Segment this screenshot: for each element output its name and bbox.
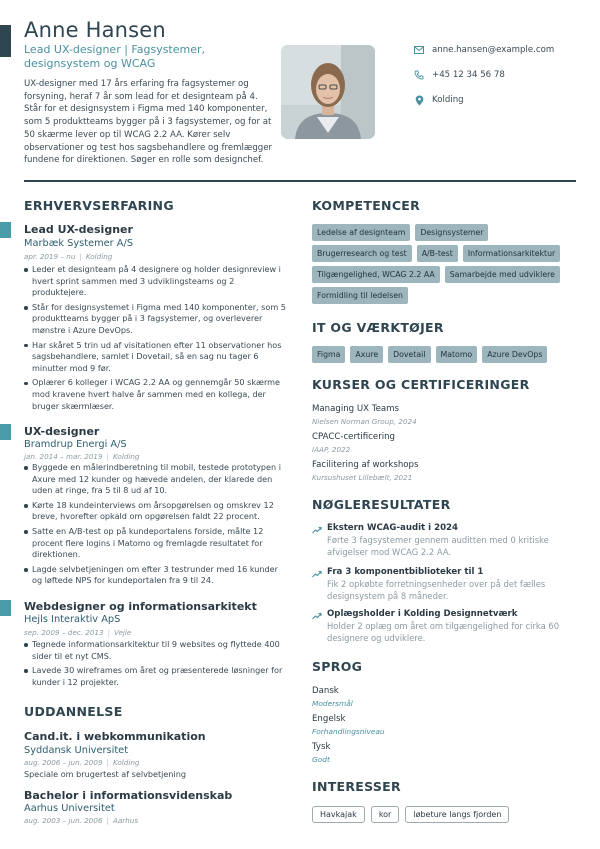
candidate-headline: Lead UX-designer | Fagsystemer, designsystem og WCAG <box>24 43 206 70</box>
job-dates: sep. 2009 – dec. 2013 <box>24 628 104 637</box>
job-bullets <box>24 639 286 691</box>
skill-tag: Informationsarkitektur <box>463 245 560 262</box>
profile-summary: UX-designer med 17 års erfaring fra fagsystemer og forsyning, heraf 7 år som lead for et designteam på 4. Står for et designsystem i Figma med 140 komponenter, som 5 produktteams bygger på i 3 fagsystemer, og for at 50 skærme lever op til WCAG 2.2 AA. Kører selv observationer og test hos sagsbehandlere og fremlægger fundene for direktionen. Søger en rolle som designchef. <box>24 79 273 166</box>
course-provider: IAAP, 2022 <box>312 445 351 454</box>
contact-location <box>414 95 464 105</box>
interest-chip: kor <box>371 806 400 823</box>
list-item: Lavede 30 wireframes om året og præsenterede løsninger for kunder i 12 projekter. <box>24 665 286 688</box>
list-item: Lagde selvbetjeningen om efter 3 testrunder med 16 kunder og løftede NPS for kundeportalen fra 9 til 24. <box>24 564 286 587</box>
degree-title: Cand.it. i webkommunikation <box>24 730 206 743</box>
contact-phone[interactable] <box>414 70 505 80</box>
language-name: Engelsk <box>312 714 346 724</box>
education-dates: aug. 2003 – jun. 2006 <box>24 816 103 825</box>
languages-heading: SPROG <box>312 659 363 674</box>
interests-heading: INTERESSER <box>312 779 401 794</box>
phone-text: +45 12 34 56 78 <box>432 70 505 80</box>
list-item: Byggede en målerindberetning til mobil, testede prototypen i Axure med 12 kunder og hævede andelen, der klarede den uden at ringe, fra 5 til 8 ud af 10. <box>24 462 286 497</box>
tools-heading: IT OG VÆRKTØJER <box>312 320 444 335</box>
degree-title: Bachelor i informationsvidenskab <box>24 789 233 802</box>
tool-tag: Azure DevOps <box>482 346 547 363</box>
job-location: Vejle <box>113 628 132 637</box>
job-bullets <box>24 462 286 590</box>
course-name: CPACC-certificering <box>312 432 396 442</box>
achievement-title: Fra 3 komponentbiblioteker til 1 <box>327 567 484 577</box>
job-meta: jan. 2014 – mar. 2019 | Kolding <box>24 452 140 461</box>
courses-heading: KURSER OG CERTIFICERINGER <box>312 377 530 392</box>
achievement-title: Oplægsholder i Kolding Designnetværk <box>327 609 518 619</box>
job-location: Kolding <box>112 452 140 461</box>
interest-chip: Havkajak <box>312 806 365 823</box>
job-bullets <box>24 264 286 415</box>
job-title: Webdesigner og informationsarkitekt <box>24 600 257 613</box>
education-dates: aug. 2006 – jun. 2009 <box>24 758 103 767</box>
tool-tag: Matomo <box>436 346 478 363</box>
achievements-heading: NØGLERESULTATER <box>312 497 451 512</box>
achievement-description: Fik 2 opkøbte forretningsenheder over på det fælles designsystem på 8 måneder. <box>327 579 546 601</box>
job-marker <box>0 424 11 440</box>
interests-list <box>312 806 509 823</box>
course-name: Facilitering af workshops <box>312 460 419 470</box>
header-divider <box>24 180 576 182</box>
job-company: Bramdrup Energi A/S <box>24 439 127 450</box>
list-item: Kørte 18 kundeinterviews om årsopgørelsen og omskrev 12 breve, hvorefter opkald om opgørelsen faldt 22 procent. <box>24 500 286 523</box>
education-location: Aarhus <box>112 816 139 825</box>
skill-tag: Formidling til ledelsen <box>312 287 408 304</box>
tools-tag-list <box>312 346 582 363</box>
education-meta: aug. 2006 – jun. 2009 | Kolding <box>24 758 140 767</box>
list-item: Har skåret 5 trin ud af visitationen efter 11 observationer hos sagsbehandlere, samlet i Dovetail, så en sag nu tager 6 minutter mod 9 før. <box>24 340 286 375</box>
tool-tag: Dovetail <box>388 346 430 363</box>
achievement-description: Holder 2 oplæg om året om tilgængelighed for cirka 60 designere og udviklere. <box>327 621 560 643</box>
skill-tag: Tilgængelighed, WCAG 2.2 AA <box>312 266 440 283</box>
profile-photo <box>281 45 375 139</box>
education-description: Speciale om brugertest af selvbetjening <box>24 769 187 779</box>
job-marker <box>0 222 11 238</box>
language-level: Godt <box>312 755 330 764</box>
job-meta: sep. 2009 – dec. 2013 | Vejle <box>24 628 132 637</box>
education-meta: aug. 2003 – jun. 2006 | Aarhus <box>24 816 139 825</box>
language-level: Modersmål <box>312 699 353 708</box>
job-dates: jan. 2014 – mar. 2019 <box>24 452 103 461</box>
list-item: Står for designsystemet i Figma med 140 komponenter, som 5 produktteams bygger på i 3 fagsystemer, og overleverer mønstre i Azure DevOps. <box>24 302 286 337</box>
education-heading: UDDANNELSE <box>24 704 123 719</box>
location-text: Kolding <box>432 95 464 105</box>
skill-tag: Ledelse af designteam <box>312 224 410 241</box>
header-accent-bar <box>0 25 11 57</box>
tool-tag: Figma <box>312 346 345 363</box>
skill-tag: Designsystemer <box>415 224 488 241</box>
job-company: Marbæk Systemer A/S <box>24 238 134 249</box>
language-name: Tysk <box>312 742 331 752</box>
map-pin-icon <box>414 95 424 105</box>
job-company: Hejls Interaktiv ApS <box>24 614 121 625</box>
skill-tag: Samarbejde med udviklere <box>445 266 560 283</box>
list-item: Leder et designteam på 4 designere og holder designreview i hvert sprint sammen med 3 udviklingsteams og 2 produktejere. <box>24 264 286 299</box>
job-location: Kolding <box>85 252 113 261</box>
achievement-title: Ekstern WCAG-audit i 2024 <box>327 523 459 533</box>
school-name: Aarhus Universitet <box>24 803 115 814</box>
skill-tag: Brugerresearch og test <box>312 245 412 262</box>
experience-heading: ERHVERVSERFARING <box>24 198 174 213</box>
language-name: Dansk <box>312 686 339 696</box>
job-dates: apr. 2019 – nu <box>24 252 76 261</box>
trend-up-icon <box>312 612 322 620</box>
portrait-image <box>281 45 375 139</box>
school-name: Syddansk Universitet <box>24 745 129 756</box>
course-provider: Kursushuset Lillebælt, 2021 <box>312 473 413 482</box>
list-item: Oplærer 6 kolleger i WCAG 2.2 AA og gennemgår 50 skærme mod kravene hvert halve år sammen med en kollega, der bruger skærmlæser. <box>24 377 286 412</box>
list-item: Tegnede informationsarkitektur til 9 websites og flyttede 400 sider til et nyt CMS. <box>24 639 286 662</box>
skills-tag-list <box>312 224 582 304</box>
envelope-icon <box>414 45 424 55</box>
email-text: anne.hansen@example.com <box>432 45 555 55</box>
list-item: Satte en A/B-test op på kundeportalens forside, målte 12 procent flere logins i Matomo og fremlagde resultatet for direktionen. <box>24 526 286 561</box>
trend-up-icon <box>312 526 322 534</box>
job-meta: apr. 2019 – nu | Kolding <box>24 252 113 261</box>
job-title: UX-designer <box>24 425 100 438</box>
trend-up-icon <box>312 570 322 578</box>
tool-tag: Axure <box>350 346 383 363</box>
language-level: Forhandlingsniveau <box>312 727 385 736</box>
skill-tag: A/B-test <box>417 245 458 262</box>
achievement-description: Førte 3 fagsystemer gennem auditten med 0 kritiske afvigelser mod WCAG 2.2 AA. <box>327 535 549 557</box>
interest-chip: løbeture langs fjorden <box>405 806 509 823</box>
course-provider: Nielsen Norman Group, 2024 <box>312 417 417 426</box>
candidate-name: Anne Hansen <box>24 18 166 42</box>
phone-icon <box>414 70 424 80</box>
job-marker <box>0 600 11 616</box>
job-title: Lead UX-designer <box>24 223 133 236</box>
course-name: Managing UX Teams <box>312 404 399 414</box>
contact-email[interactable] <box>414 45 554 55</box>
skills-heading: KOMPETENCER <box>312 198 421 213</box>
education-location: Kolding <box>112 758 140 767</box>
